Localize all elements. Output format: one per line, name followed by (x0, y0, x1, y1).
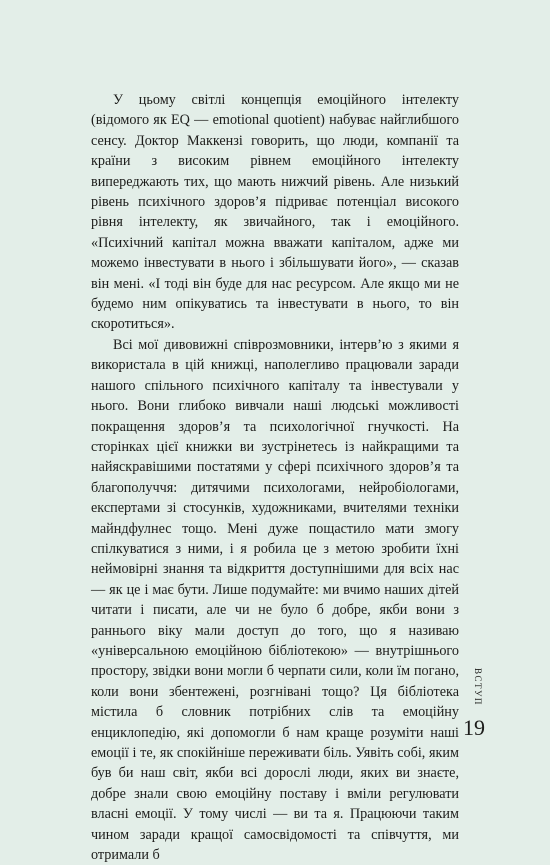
paragraph-1: У цьому світлі концепція емоційного інтелекту (відомого як EQ — emotional quotient) набуває найглибшого сенсу. Доктор Маккензі говорить, що люди, компанії та країни з високим рівнем емоційного інтелекту випереджають тих, що мають нижчий рівень. Але низький рівень психічного здоров’я підриває потенціал високого рівня інтелекту, як звичайного, так і емоційного. «Психічний капітал можна вважати капіталом, адже ми можемо інвестувати в нього і збільшувати його», — сказав він мені. «І тоді він буде для нас ресурсом. Але якщо ми не будемо ним опікуватись та інвестувати в нього, то він скоротиться». (91, 92, 459, 333)
section-label: ВСТУП (473, 668, 483, 706)
page-number: 19 (463, 715, 485, 740)
paragraph-2: Всі мої дивовижні співрозмовники, інтерв’ю з якими я використала в цій книжці, наполегливо працювали заради нашого спільного психічного капіталу та інвестували у нього. Вони глибоко вивчали наші людські можливості покращення здоров’я та психологічної гнучкості. На сторінках цієї книжки ви зустрінетесь із найкращими та найяскравішими постатями у сфері психічного здоров’я та благополуччя: дитячими психологами, нейробіологами, експертами зі стосунків, художниками, вчителями техніки майндфулнес тощо. Мені дуже пощастило мати змогу спілкуватися з ними, і я робила це з метою зробити їхні неймовірні знання та відкриття доступнішими для всіх нас — як це і має бути. Лише подумайте: ми вчимо наших дітей читати і писати, але чи не було б добре, якби вони з раннього віку мали доступ до того, що я називаю «універсальною емоційною бібліотекою» — внутрішнього простору, звідки вони могли б черпати сили, коли їм погано, коли вони збентежені, розгнівані тощо? Ця бібліотека містила б словник потрібних слів та емоційну енциклопедію, які допомогли б нам краще розуміти наші емоції і те, як спокійніше переживати біль. Уявіть собі, яким був би наш світ, якби всі дорослі люди, яких ви знаєте, добре знали свою емоційну поставу і вміли регулювати власні емоції. У тому числі — ви та я. Працюючи таким чином заради кращої самосвідомості та співчуття, ми отримали б (91, 336, 459, 864)
body-text (91, 90, 459, 865)
